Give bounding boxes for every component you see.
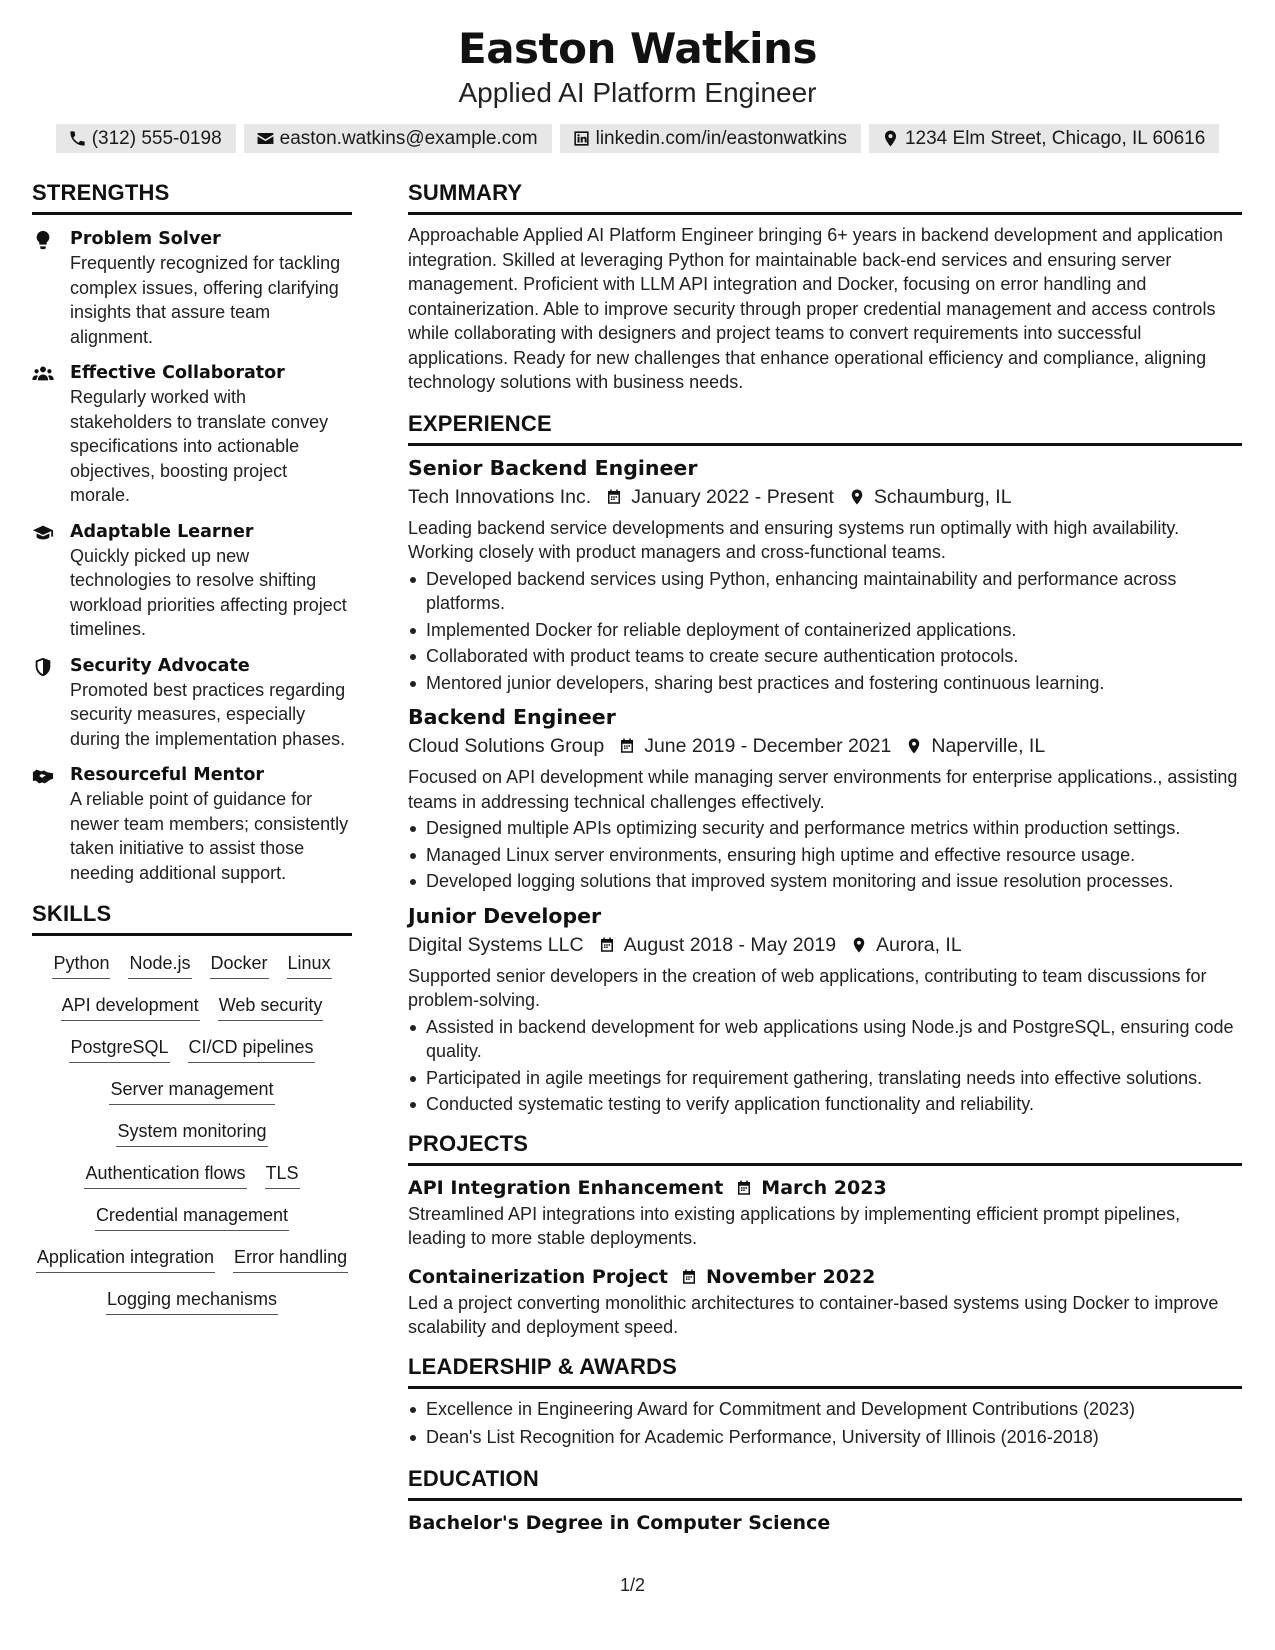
users-icon — [32, 361, 70, 508]
projects-heading: PROJECTS — [408, 1129, 1242, 1166]
role-company: Cloud Solutions Group — [408, 735, 605, 757]
calendar-icon — [735, 1179, 753, 1197]
role-meta — [408, 482, 1242, 512]
contact-phone-text: (312) 555-0198 — [91, 127, 222, 149]
role-location: Aurora, IL — [876, 933, 962, 956]
summary-text: Approachable Applied AI Platform Engineer bringing 6+ years in backend development and application integration. Skilled at leveraging Python for maintainable back-end services and ensuring server management. Proficient with LLM API integration and Docker, focusing on error handling and containerization. Able to improve security through proper credential management and access controls while collaborating with designers and project teams to convert requirements into successful applications. Ready for new challenges that enhance operational efficiency and compliance, aligning technology solutions with business needs. — [408, 225, 1224, 392]
contact-address-text: 1234 Elm Street, Chicago, IL 60616 — [904, 127, 1206, 149]
candidate-name: Easton Watkins — [458, 24, 817, 73]
skill-tag: Authentication flows — [84, 1160, 246, 1189]
role-location: Schaumburg, IL — [873, 485, 1012, 508]
role-title: Backend Engineer — [408, 705, 616, 729]
strengths-heading: STRENGTHS — [32, 178, 352, 215]
project-item — [408, 1263, 1242, 1340]
list-item: Implemented Docker for reliable deployment of containerized applications. — [408, 618, 1242, 643]
strength-title: Effective Collaborator — [70, 363, 285, 383]
list-item: Collaborated with product teams to create secure authentication protocols. — [408, 644, 1242, 669]
calendar-icon — [618, 737, 636, 755]
strength-item — [32, 227, 352, 349]
project-title: API Integration Enhancement — [408, 1176, 724, 1199]
lightbulb-icon — [32, 227, 70, 349]
experience-role — [408, 703, 1242, 894]
project-header — [408, 1174, 1242, 1202]
map-pin-icon — [881, 129, 901, 149]
graduation-cap-icon — [32, 520, 70, 642]
map-pin-icon — [905, 737, 923, 755]
strength-desc: Regularly worked with stakeholders to translate convey specifications into actionable objectives, boosting project morale. — [70, 387, 329, 505]
resume-header — [0, 22, 1275, 153]
calendar-icon — [598, 936, 616, 954]
role-bullets — [408, 567, 1242, 696]
role-description: Focused on API development while managing server environments for enterprise applications., assisting teams in addressing technical challenges effectively. — [408, 767, 1238, 812]
education-section — [408, 1464, 1242, 1537]
role-title: Junior Developer — [408, 903, 602, 928]
contact-linkedin[interactable] — [560, 124, 861, 153]
experience-role — [408, 902, 1242, 1117]
summary-heading: SUMMARY — [408, 178, 1242, 215]
education-heading: EDUCATION — [408, 1464, 1242, 1501]
strength-desc: Frequently recognized for tackling complex issues, offering clarifying insights that assure team alignment. — [70, 253, 341, 347]
experience-role — [408, 454, 1242, 696]
list-item: Dean's List Recognition for Academic Performance, University of Illinois (2016-2018) — [408, 1425, 1242, 1450]
skill-tag: TLS — [265, 1160, 300, 1189]
strength-item — [32, 654, 352, 752]
role-bullets — [408, 1015, 1242, 1117]
role-description: Supported senior developers in the creation of web applications, contributing to team discussions for problem-solving. — [408, 965, 1207, 1010]
role-company: Digital Systems LLC — [408, 933, 584, 956]
skill-tag: CI/CD pipelines — [188, 1034, 315, 1063]
project-title: Containerization Project — [408, 1265, 668, 1288]
strength-item — [32, 361, 352, 508]
role-description: Leading backend service developments and ensuring systems run optimally with high availability. Working closely with product managers and cross-functional teams. — [408, 517, 1180, 562]
skill-tag: Error handling — [233, 1244, 348, 1273]
left-column — [32, 178, 352, 1315]
list-item: Developed backend services using Python, enhancing maintainability and performance across platforms. — [408, 567, 1242, 616]
list-item: Mentored junior developers, sharing best practices and fostering continuous learning. — [408, 671, 1242, 696]
list-item: Conducted systematic testing to verify application functionality and reliability. — [408, 1092, 1242, 1117]
skills-heading: SKILLS — [32, 899, 352, 936]
contact-address — [869, 124, 1219, 153]
role-dates: June 2019 - December 2021 — [644, 735, 892, 757]
skill-tag: Application integration — [36, 1244, 215, 1273]
contact-linkedin-text: linkedin.com/in/eastonwatkins — [595, 127, 847, 149]
list-item: Developed logging solutions that improved system monitoring and issue resolution processes. — [408, 869, 1242, 894]
project-description: Streamlined API integrations into existing applications by implementing efficient prompt pipelines, leading to more stable deployments. — [408, 1203, 1181, 1248]
project-item — [408, 1174, 1242, 1251]
role-title: Senior Backend Engineer — [408, 455, 698, 480]
leadership-section — [408, 1352, 1242, 1450]
role-meta — [408, 731, 1242, 761]
skill-tag: Node.js — [128, 950, 191, 979]
page-number: 1/2 — [620, 1575, 646, 1595]
list-item: Assisted in backend development for web applications using Node.js and PostgreSQL, ensuring code quality. — [408, 1015, 1242, 1064]
strength-desc: A reliable point of guidance for newer team members; consistently taken initiative to assist those needing additional support. — [70, 789, 349, 883]
strength-title: Problem Solver — [70, 229, 221, 249]
handshake-icon — [32, 763, 70, 885]
skill-tag: Server management — [109, 1076, 274, 1105]
phone-icon — [68, 129, 88, 149]
calendar-icon — [680, 1268, 698, 1286]
map-pin-icon — [848, 488, 866, 506]
leadership-list — [408, 1397, 1242, 1450]
strength-item — [32, 520, 352, 642]
shield-icon — [32, 654, 70, 752]
right-column — [408, 178, 1242, 1537]
list-item: Designed multiple APIs optimizing security and performance metrics within production settings. — [408, 816, 1242, 841]
list-item: Participated in agile meetings for requirement gathering, translating needs into effective solutions. — [408, 1066, 1242, 1091]
skills-section — [32, 899, 352, 1315]
skill-tag: Web security — [218, 992, 324, 1021]
strength-item — [32, 763, 352, 885]
project-description: Led a project converting monolithic architectures to container-based systems using Docker to improve scalability and deployment speed. — [408, 1292, 1219, 1337]
role-dates: January 2022 - Present — [631, 485, 834, 508]
experience-section — [408, 409, 1242, 1117]
contact-phone[interactable] — [56, 124, 236, 153]
leadership-heading: LEADERSHIP & AWARDS — [408, 1352, 1242, 1389]
envelope-icon — [256, 129, 276, 149]
skill-tag: API development — [61, 992, 200, 1021]
map-pin-icon — [850, 936, 868, 954]
role-dates: August 2018 - May 2019 — [623, 933, 837, 956]
strength-title: Adaptable Learner — [70, 521, 254, 542]
role-company: Tech Innovations Inc. — [408, 485, 592, 508]
project-date: March 2023 — [761, 1176, 887, 1199]
projects-section — [408, 1129, 1242, 1340]
skill-tag: PostgreSQL — [69, 1034, 169, 1063]
strength-desc: Quickly picked up new technologies to resolve shifting workload priorities affecting project timelines. — [70, 545, 347, 639]
education-degree: Bachelor's Degree in Computer Science — [408, 1511, 831, 1534]
list-item: Excellence in Engineering Award for Commitment and Development Contributions (2023) — [408, 1397, 1242, 1422]
role-bullets — [408, 816, 1242, 894]
role-meta — [408, 930, 1242, 960]
project-header — [408, 1263, 1242, 1291]
experience-heading: EXPERIENCE — [408, 409, 1242, 446]
list-item: Managed Linux server environments, ensuring high uptime and effective resource usage. — [408, 843, 1242, 868]
job-title: Applied AI Platform Engineer — [458, 77, 817, 108]
skill-tag: Docker — [210, 950, 269, 979]
skill-tag: System monitoring — [116, 1118, 267, 1147]
strength-title: Security Advocate — [70, 655, 250, 676]
project-date: November 2022 — [706, 1265, 876, 1288]
contact-email-text: easton.watkins@example.com — [279, 127, 538, 149]
contact-email[interactable] — [244, 124, 552, 153]
skills-list — [32, 950, 352, 1315]
strength-desc: Promoted best practices regarding security measures, especially during the implementation phases. — [70, 679, 346, 749]
contact-row — [0, 124, 1275, 153]
skill-tag: Logging mechanisms — [106, 1286, 278, 1315]
strengths-list — [32, 227, 352, 885]
linkedin-icon — [572, 129, 592, 149]
strength-title: Resourceful Mentor — [70, 765, 265, 785]
skill-tag: Credential management — [95, 1202, 289, 1231]
calendar-icon — [605, 488, 623, 506]
skill-tag: Linux — [287, 950, 332, 979]
role-location: Naperville, IL — [931, 735, 1046, 757]
skill-tag: Python — [52, 950, 110, 979]
